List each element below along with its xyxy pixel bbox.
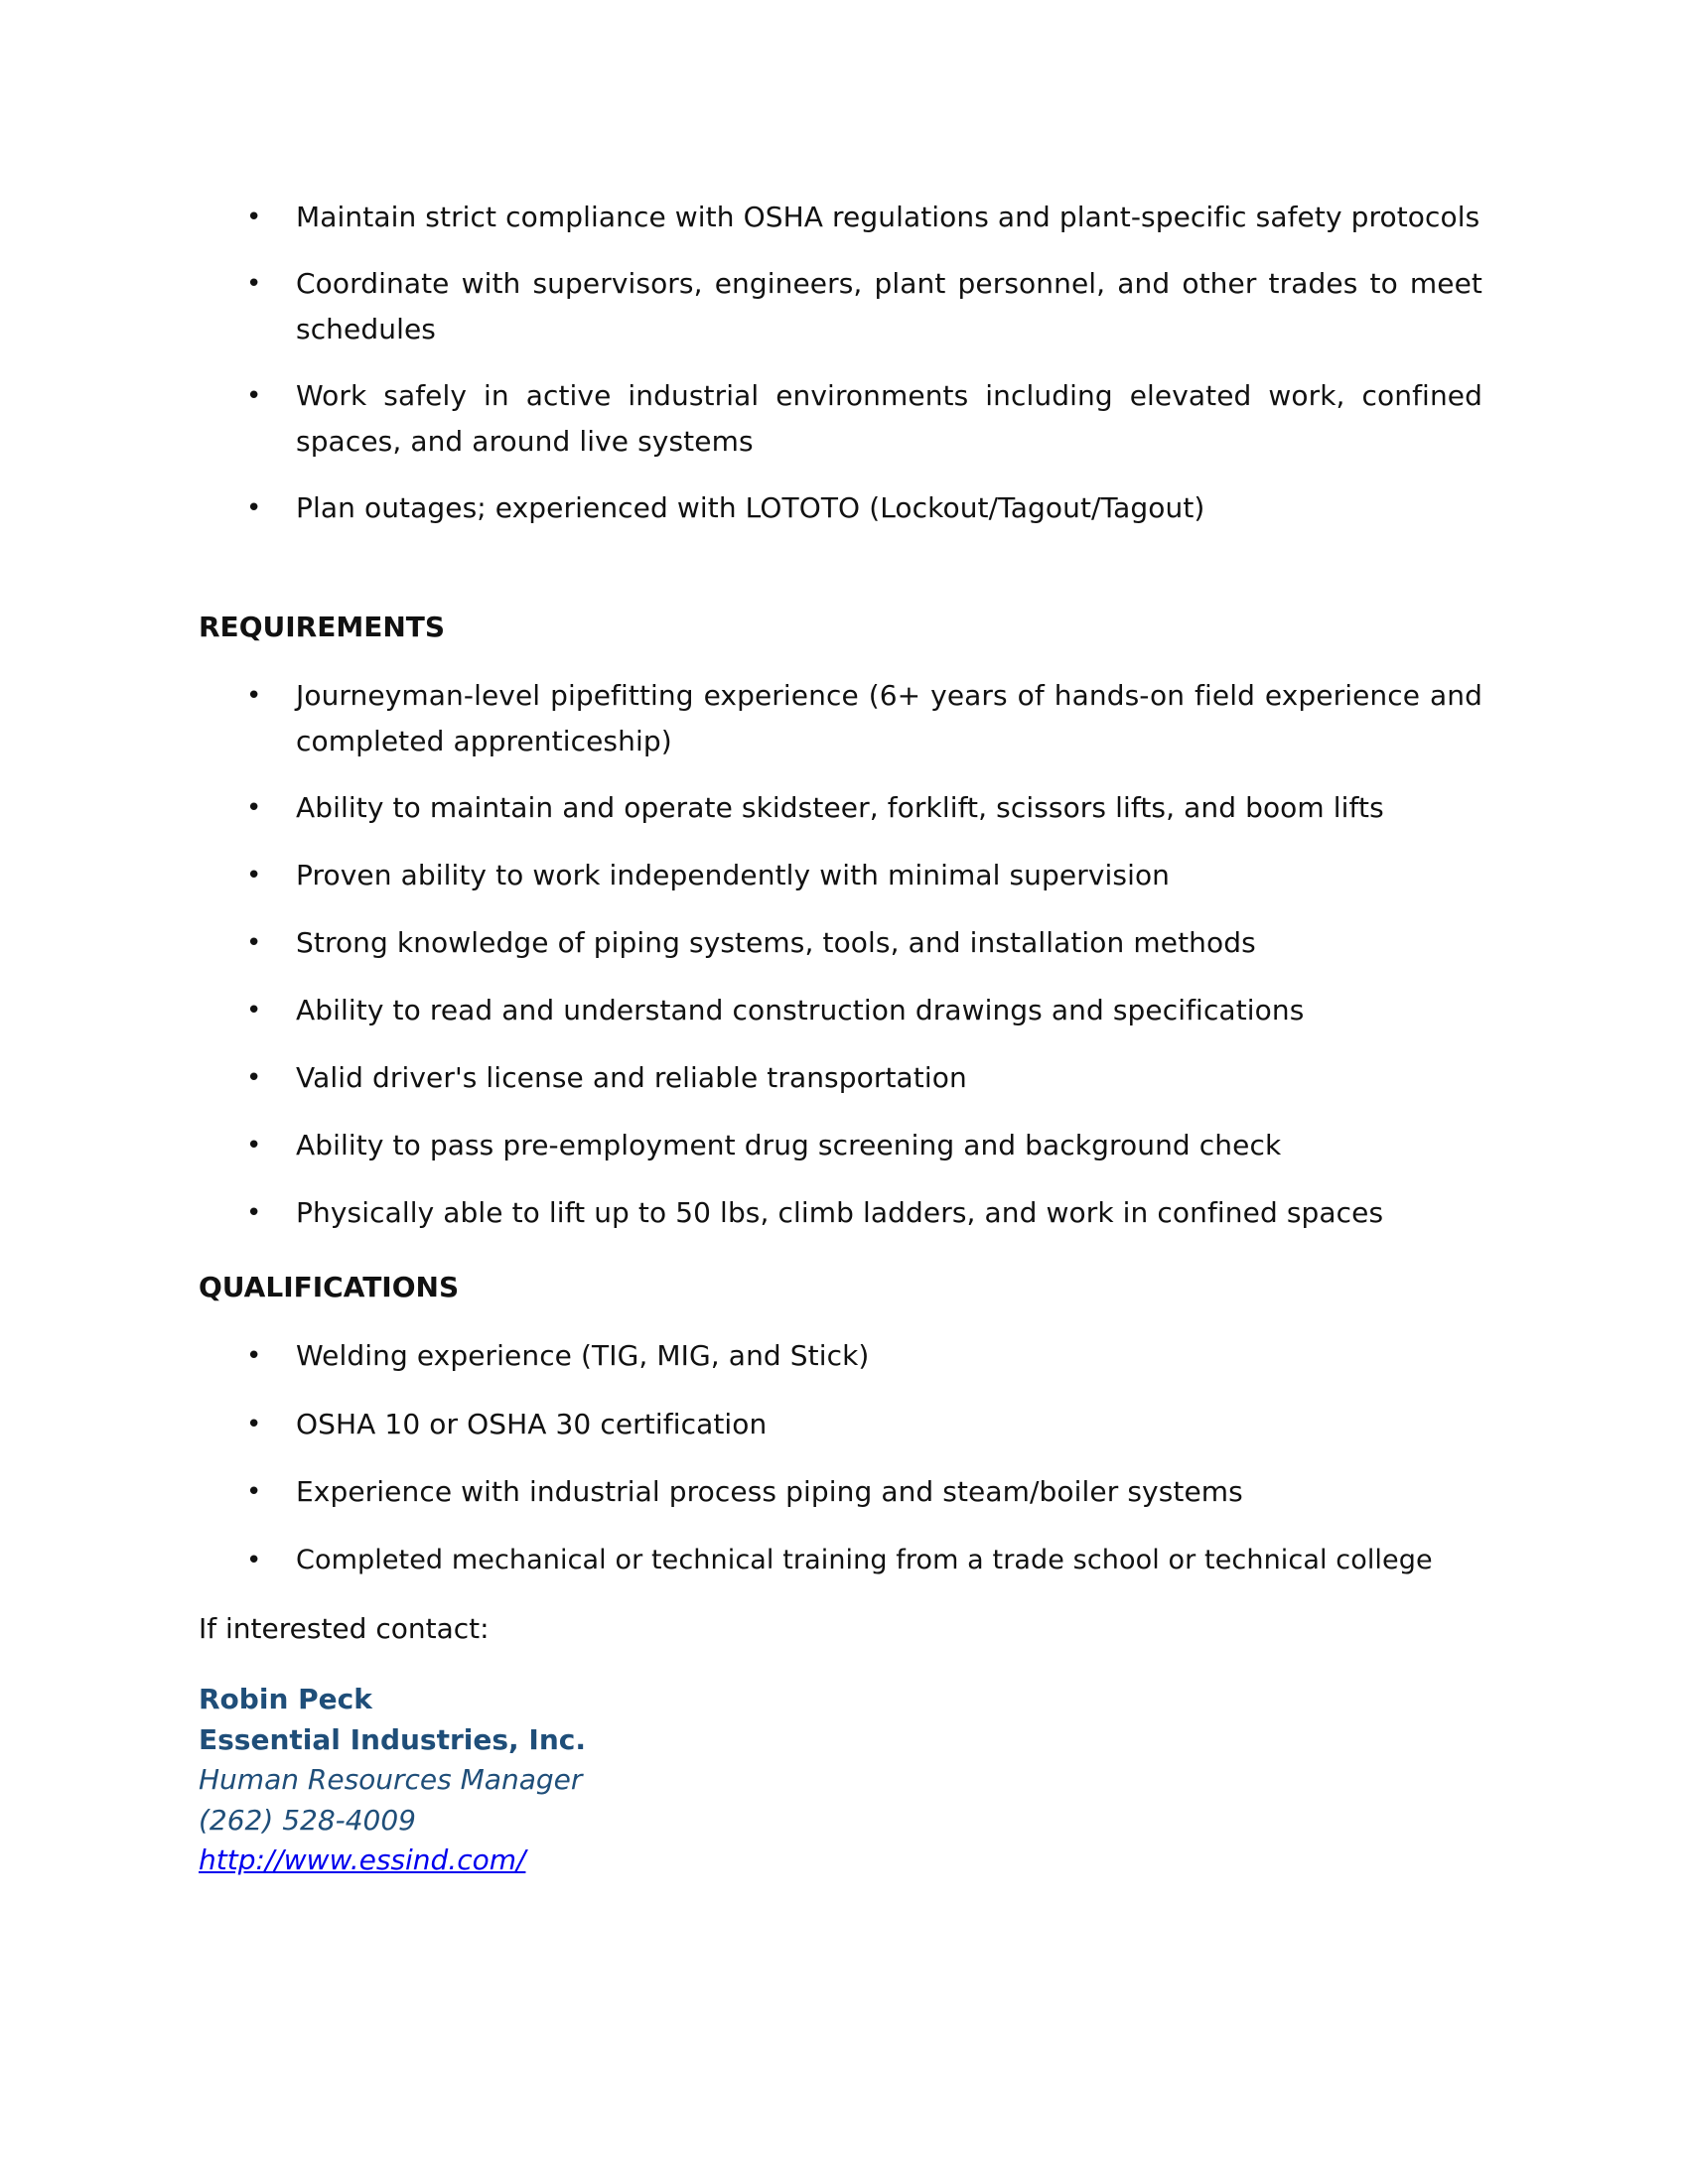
- bullet-icon: •: [246, 381, 262, 411]
- company-website-link[interactable]: http://www.essind.com/: [199, 1843, 526, 1876]
- list-item-text: Plan outages; experienced with LOTOTO (Lockout/Tagout/Tagout): [296, 491, 1205, 524]
- bullet-icon: •: [246, 1131, 262, 1160]
- list-item-text: Journeyman-level pipefitting experience (6+ years of hands-on field experience and completed apprenticeship): [296, 679, 1482, 757]
- contact-intro: If interested contact:: [199, 1612, 490, 1645]
- list-item: [0, 195, 1688, 240]
- list-item: [0, 1402, 1688, 1447]
- list-item: [0, 853, 1688, 898]
- list-item: [0, 785, 1688, 831]
- list-item-text: OSHA 10 or OSHA 30 certification: [296, 1408, 768, 1440]
- list-item: [0, 1469, 1688, 1515]
- bullet-icon: •: [246, 996, 262, 1025]
- bullet-icon: •: [246, 1410, 262, 1439]
- list-item-text: Valid driver's license and reliable transportation: [296, 1061, 967, 1094]
- bullet-icon: •: [246, 1477, 262, 1507]
- requirements-heading: REQUIREMENTS: [199, 611, 446, 643]
- requirements-list: [0, 673, 1688, 1236]
- list-item: [0, 920, 1688, 966]
- qualifications-list: [0, 1333, 1688, 1583]
- bullet-icon: •: [246, 203, 262, 232]
- list-item: [0, 1190, 1688, 1236]
- qualifications-heading: QUALIFICATIONS: [199, 1271, 460, 1303]
- bullet-icon: •: [246, 681, 262, 711]
- bullet-icon: •: [246, 793, 262, 823]
- bullet-icon: •: [246, 861, 262, 890]
- contact-company: Essential Industries, Inc.: [199, 1722, 587, 1756]
- list-item: [0, 1123, 1688, 1168]
- bullet-icon: •: [246, 1341, 262, 1371]
- list-item: [0, 988, 1688, 1033]
- list-item: [0, 1055, 1688, 1101]
- list-item-text: Maintain strict compliance with OSHA regulations and plant-specific safety protocols: [296, 201, 1480, 233]
- bullet-icon: •: [246, 269, 262, 299]
- bullet-icon: •: [246, 493, 262, 523]
- list-item-text: Ability to maintain and operate skidsteer, forklift, scissors lifts, and boom lifts: [296, 791, 1384, 824]
- bullet-icon: •: [246, 1546, 262, 1575]
- list-item-text: Work safely in active industrial environments including elevated work, confined spaces, and around live systems: [296, 379, 1482, 458]
- list-item: [0, 673, 1688, 764]
- list-item: [0, 261, 1688, 352]
- list-item: [0, 485, 1688, 531]
- contact-name: Robin Peck: [199, 1683, 372, 1715]
- list-item-text: Coordinate with supervisors, engineers, plant personnel, and other trades to meet schedules: [296, 267, 1482, 345]
- list-item: [0, 373, 1688, 465]
- responsibilities-list: [0, 195, 1688, 531]
- contact-block: [199, 1680, 586, 1881]
- bullet-icon: •: [246, 1198, 262, 1228]
- bullet-icon: •: [246, 1063, 262, 1093]
- contact-phone: (262) 528-4009: [199, 1803, 416, 1837]
- list-item-text: Strong knowledge of piping systems, tools, and installation methods: [296, 926, 1256, 959]
- list-item-text: Ability to read and understand construction drawings and specifications: [296, 994, 1305, 1026]
- list-item-text: Experience with industrial process piping and steam/boiler systems: [296, 1475, 1243, 1508]
- bullet-icon: •: [246, 928, 262, 958]
- list-item-text: Welding experience (TIG, MIG, and Stick): [296, 1339, 870, 1372]
- list-item-text: Physically able to lift up to 50 lbs, climb ladders, and work in confined spaces: [296, 1196, 1384, 1229]
- list-item-text: Ability to pass pre-employment drug screening and background check: [296, 1129, 1282, 1161]
- list-item: [0, 1538, 1688, 1583]
- contact-role: Human Resources Manager: [199, 1763, 583, 1796]
- list-item: [0, 1333, 1688, 1379]
- list-item-text: Proven ability to work independently with minimal supervision: [296, 859, 1171, 891]
- list-item-text: Completed mechanical or technical training from a trade school or technical college: [296, 1545, 1433, 1575]
